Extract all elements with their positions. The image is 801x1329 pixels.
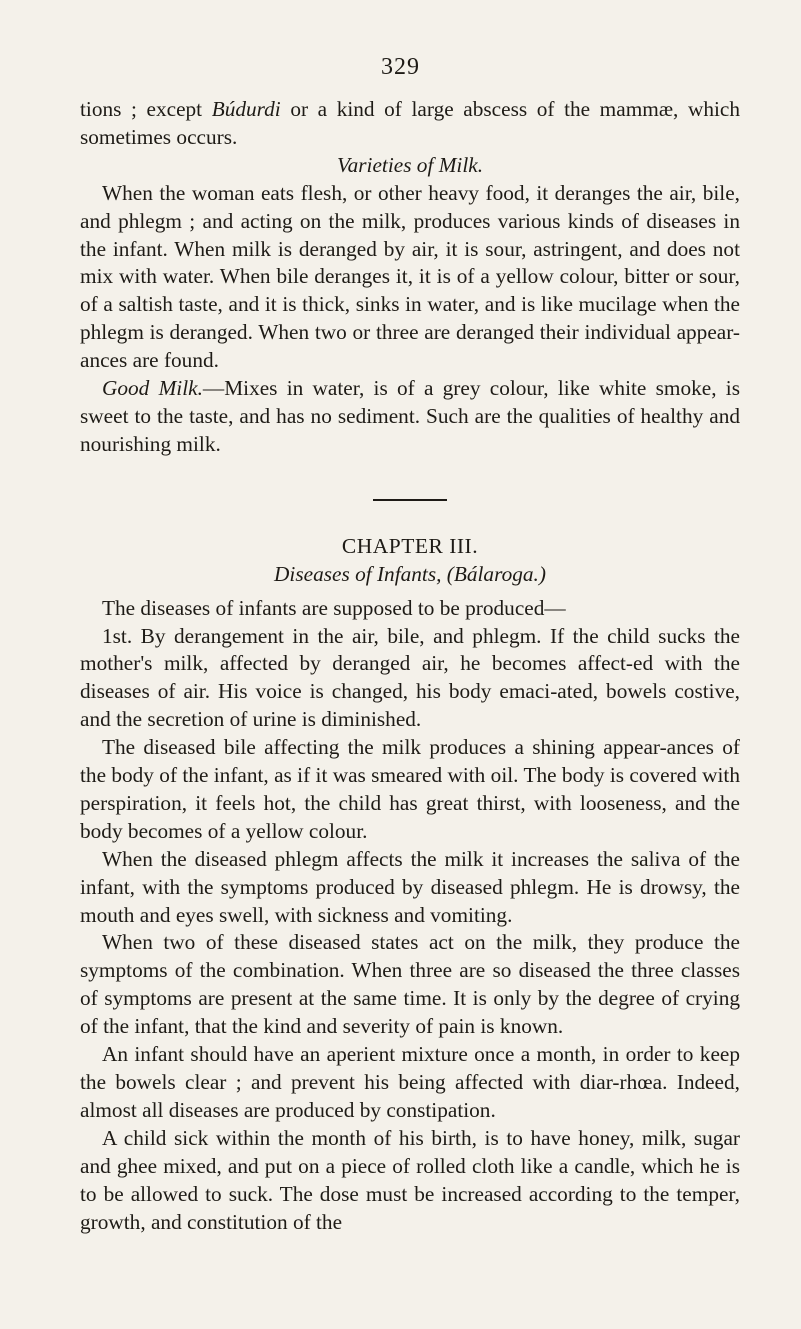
chapter-paragraph: The diseased bile affecting the milk produces a shining appear-ances of the body of the infant, as if it was smeared with oil. The body is covered with perspiration, it feels hot, the child has great thirst, with looseness, and the body becomes of a yellow colour. <box>80 735 740 843</box>
chapter-paragraph: A child sick within the month of his birth, is to have honey, milk, sugar and ghee mixed, and put on a piece of rolled cloth like a candle, which he is to be allowed to suck. The dose must be increased according to the temper, growth, and constitution of the <box>80 1125 740 1234</box>
good-milk-label: Good Milk. <box>102 376 203 401</box>
chapter-paragraph: An infant should have an aperient mixture once a month, in order to keep the bowels clear ; and prevent his being affected with diar-rhœa. Indeed, almost all diseases are produced by constipation. <box>80 1042 740 1122</box>
good-milk-paragraph <box>80 375 740 459</box>
varieties-heading: Varieties of Milk. <box>336 152 484 177</box>
chapter-title: CHAPTER III. <box>341 533 479 558</box>
varieties-paragraph: When the woman eats flesh, or other heavy food, it deranges the air, bile, and phlegm ; and acting on the milk, produces various kinds of diseases in the infant. When milk is deranged by air, it is sour, astringent, and does not mix with water. When bile deranges it, it is of a yellow colour, bitter or sour, of a saltish taste, and it is thick, sinks in water, and is like mucilage when the phlegm is deranged. When two or three are deranged their individual appear-ances are found. <box>80 180 740 373</box>
chapter-paragraph: The diseases of infants are supposed to be produced— <box>102 595 566 620</box>
opening-text-after: or a kind of large abscess of the mammæ, which sometimes occurs. <box>80 97 740 149</box>
section-divider <box>373 499 447 501</box>
chapter-paragraph: When the diseased phlegm affects the milk it increases the saliva of the infant, with the symptoms produced by diseased phlegm. He is drowsy, the mouth and eyes swell, with sickness and vomiting. <box>80 846 740 927</box>
page-number: 329 <box>381 54 420 80</box>
page-body <box>80 96 740 1236</box>
chapter-paragraph: 1st. By derangement in the air, bile, and phlegm. If the child sucks the mother's milk, affected by deranged air, he becomes affect-ed with the diseases of air. His voice is changed, his body emaci-ated, bowels costive, and the secretion of urine is diminished. <box>80 623 740 732</box>
opening-paragraph <box>80 96 740 152</box>
chapter-paragraph: When two of these diseased states act on the milk, they produce the symptoms of the combination. When three are so diseased the three classes of symptoms are present at the same time. It is only by the degree of crying of the infant, that the kind and severity of pain is known. <box>80 930 740 1039</box>
opening-term: Búdurdi <box>211 97 281 121</box>
opening-text-before: tions ; except <box>80 97 212 121</box>
good-milk-text: —Mixes in water, is of a grey colour, like white smoke, is sweet to the taste, and has no sediment. Such are the qualities of healthy and nourishing milk. <box>80 376 740 456</box>
chapter-subtitle: Diseases of Infants, (Bálaroga.) <box>274 561 546 586</box>
